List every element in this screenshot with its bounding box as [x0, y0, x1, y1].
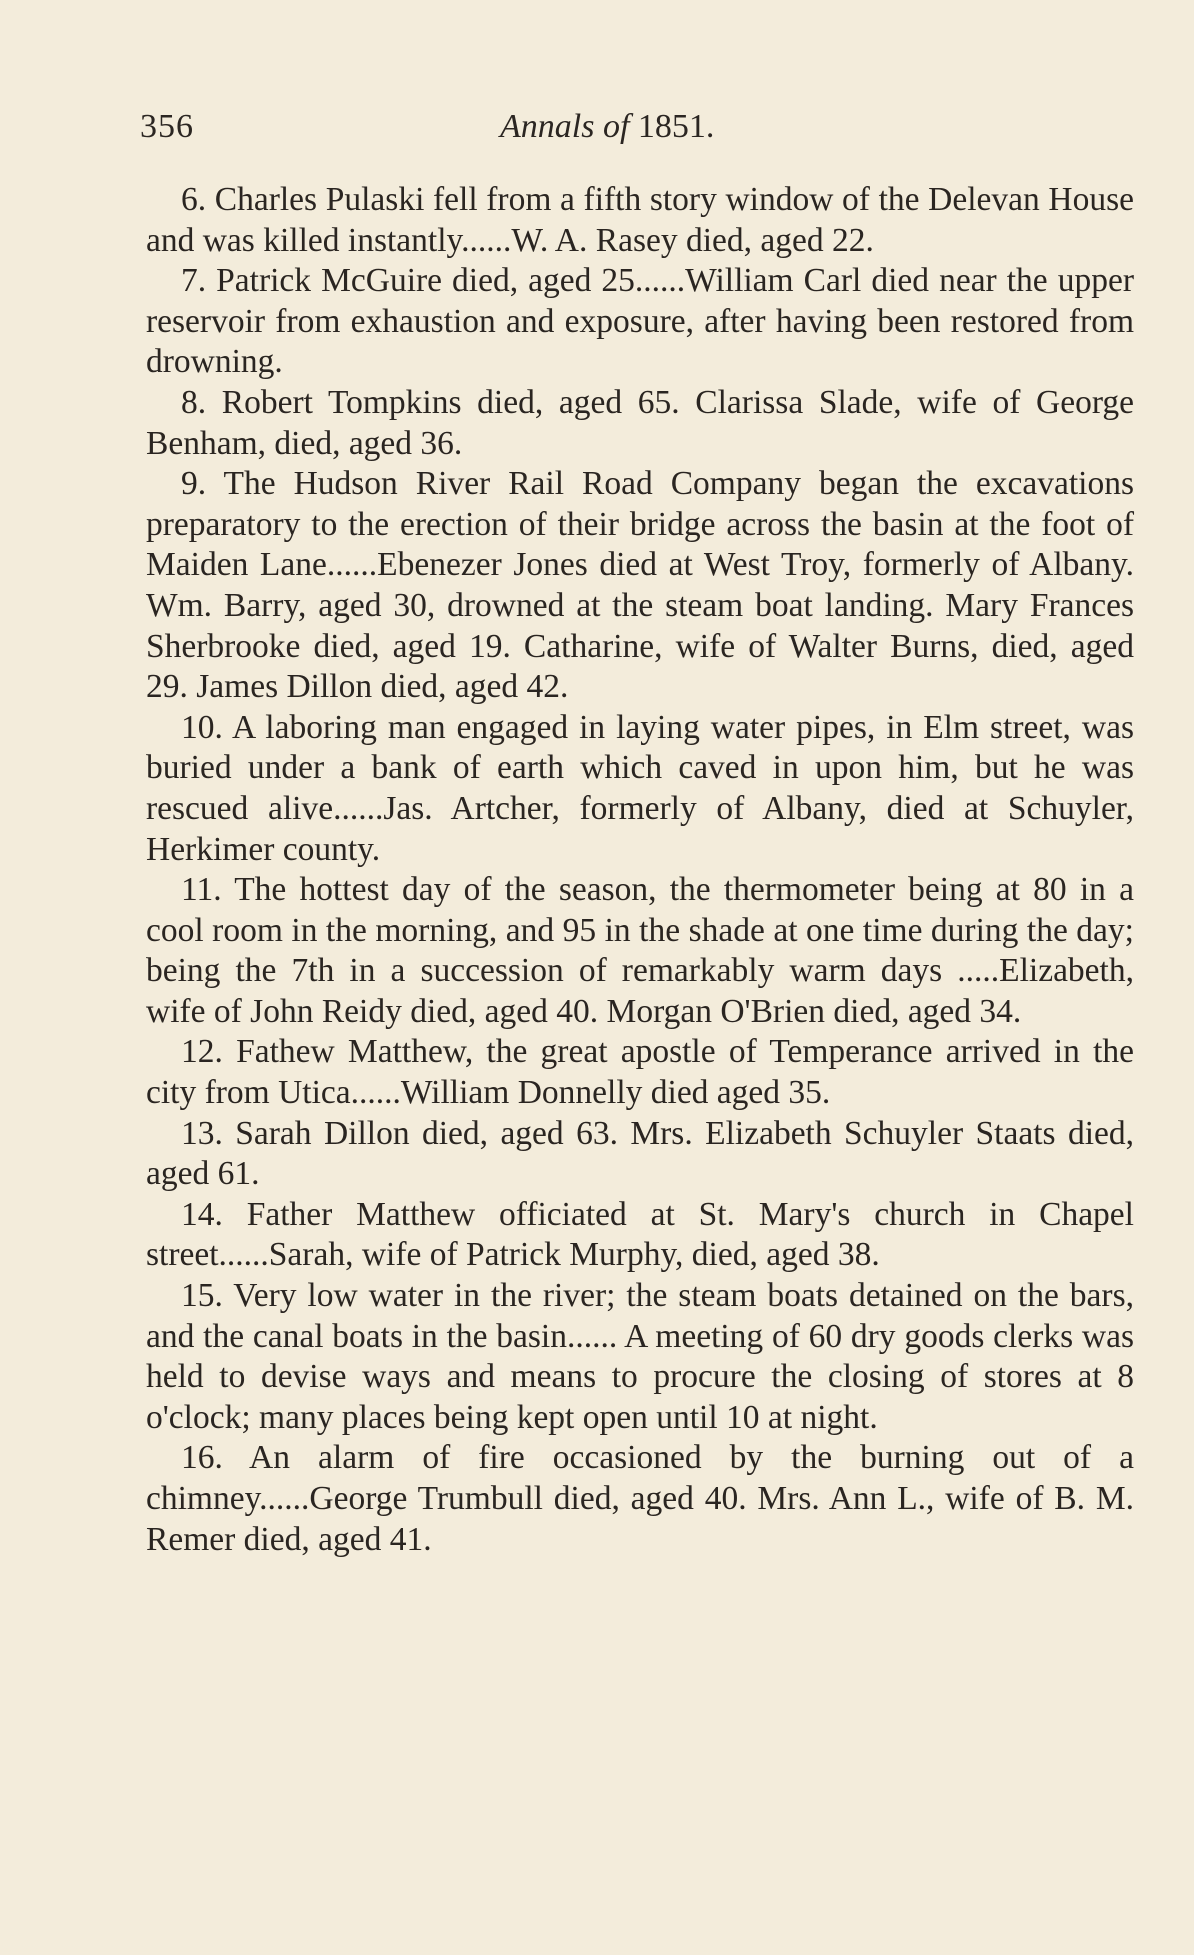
entry-7: 7. Patrick McGuire died, aged 25......William Carl died near the upper reservoir from exhaustion and exposure, after having been restored from drowning.: [146, 262, 1134, 381]
entry-13: 13. Sarah Dillon died, aged 63. Mrs. Elizabeth Schuyler Staats died, aged 61.: [146, 1114, 1134, 1193]
title-word-of: of: [602, 108, 630, 145]
page-number: 356: [140, 108, 194, 145]
entry-15: 15. Very low water in the river; the steam boats detained on the bars, and the canal boats in the basin...... A meeting of 60 dry goods clerks was held to devise ways and means to procure the closing of stores at 8 o'clock; many places being kept open until 10 at night.: [146, 1277, 1134, 1436]
title-year: 1851.: [637, 108, 715, 145]
entry-16: 16. An alarm of fire occasioned by the burning out of a chimney......George Trumbull died, aged 40. Mrs. Ann L., wife of B. M. Remer died, aged 41.: [146, 1439, 1134, 1558]
entry-8: 8. Robert Tompkins died, aged 65. Clarissa Slade, wife of George Benham, died, aged 36.: [146, 383, 1134, 462]
entry-10: 10. A laboring man engaged in laying water pipes, in Elm street, was buried under a bank of earth which caved in upon him, but he was rescued alive......Jas. Artcher, formerly of Albany, died at Schuyler, Herkimer county.: [146, 708, 1134, 868]
entry-14: 14. Father Matthew officiated at St. Mary's church in Chapel street......Sarah, wife of Patrick Murphy, died, aged 38.: [146, 1195, 1134, 1274]
entry-9: 9. The Hudson River Rail Road Company began the excavations preparatory to the erection of their bridge across the basin at the foot of Maiden Lane......Ebenezer Jones died at West Troy, formerly of Albany. Wm. Barry, aged 30, drowned at the steam boat landing. Mary Frances Sherbrooke died, aged 19. Catharine, wife of Walter Burns, died, aged 29. James Dillon died, aged 42.: [146, 465, 1134, 706]
page-header: [140, 108, 1040, 158]
entry-6: 6. Charles Pulaski fell from a fifth story window of the Delevan House and was killed instantly......W. A. Rasey died, aged 22.: [146, 181, 1134, 259]
title-word-annals: Annals: [500, 108, 595, 145]
entry-11: 11. The hottest day of the season, the thermometer being at 80 in a cool room in the morning, and 95 in the shade at one time during the day; being the 7th in a succession of remarkably warm days .....Elizabeth, wife of John Reidy died, aged 40. Morgan O'Brien died, aged 34.: [146, 871, 1134, 1030]
entry-12: 12. Fathew Matthew, the great apostle of Temperance arrived in the city from Utica......William Donnelly died aged 35.: [146, 1033, 1134, 1112]
page-body: [146, 180, 1134, 1560]
running-title: [500, 108, 714, 146]
